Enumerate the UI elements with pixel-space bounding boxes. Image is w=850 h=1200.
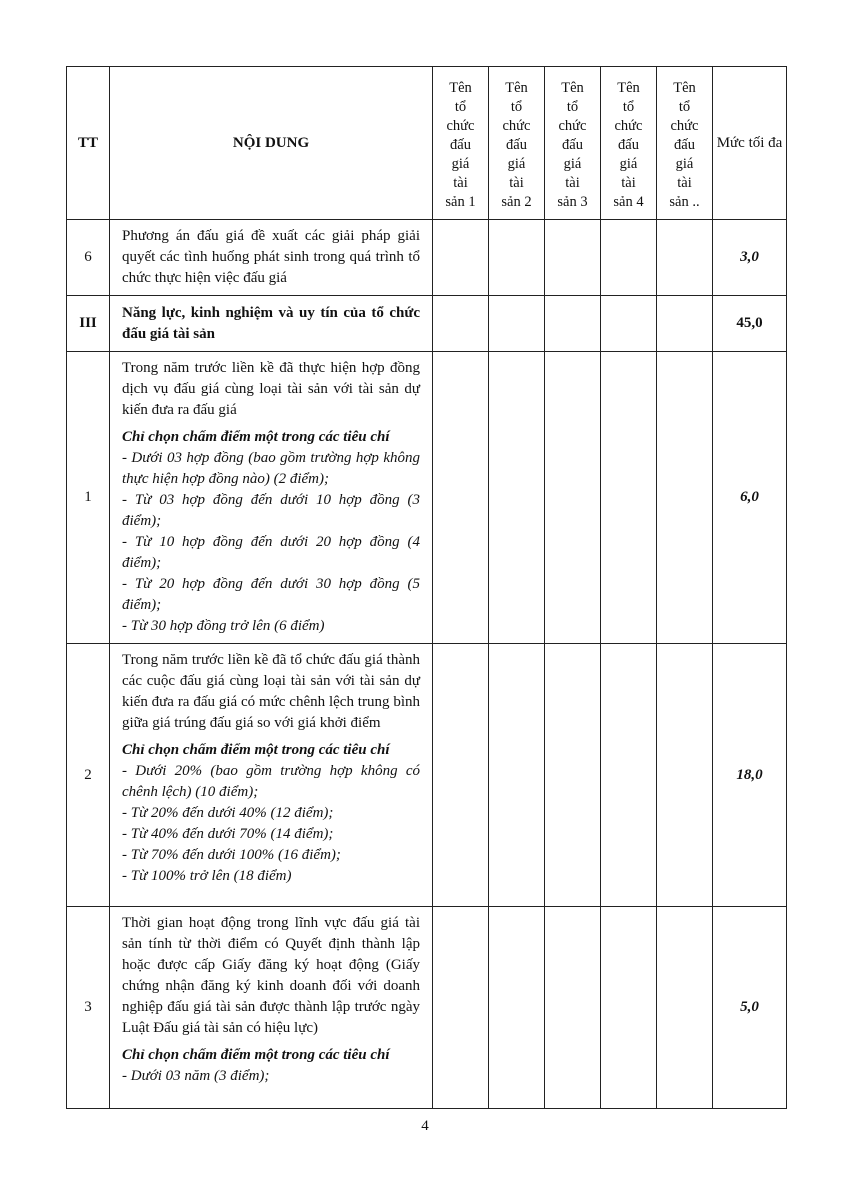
header-max-score: Mức tối đa	[713, 67, 787, 220]
criteria-title: Chỉ chọn chấm điểm một trong các tiêu chí	[122, 429, 390, 445]
section-title: Năng lực, kinh nghiệm và uy tín của tổ chức đấu giá tài sản	[122, 304, 420, 342]
org-cell	[433, 296, 489, 352]
header-org-1-line: giá	[451, 155, 470, 172]
header-org-3-line: tài	[565, 174, 580, 191]
header-org-3-line: giá	[563, 155, 582, 172]
org-cell	[545, 220, 601, 296]
row-content	[110, 220, 433, 296]
org-cell	[601, 220, 657, 296]
header-org-3	[545, 67, 601, 220]
header-org-5-line: giá	[675, 155, 694, 172]
table-row	[67, 220, 787, 296]
header-tt: TT	[67, 67, 110, 220]
header-org-3-line: chức	[558, 117, 587, 134]
header-org-5	[657, 67, 713, 220]
criteria-item: - Dưới 20% (bao gồm trường hợp không có chênh lệch) (10 điểm);	[122, 763, 420, 800]
header-content: NỘI DUNG	[110, 67, 433, 220]
header-org-4-line: sản 4	[613, 193, 644, 210]
org-cell	[545, 644, 601, 907]
header-org-5-line: chức	[670, 117, 699, 134]
header-org-1-line: sản 1	[445, 193, 476, 210]
org-cell	[433, 644, 489, 907]
row-tt: 1	[67, 352, 110, 644]
org-cell	[433, 907, 489, 1109]
header-org-5-line: tài	[677, 174, 692, 191]
row-score: 6,0	[713, 352, 787, 644]
criteria-item: - Dưới 03 năm (3 điểm);	[122, 1068, 270, 1084]
header-org-1-line: tài	[453, 174, 468, 191]
org-cell	[433, 220, 489, 296]
criteria-item: - Từ 30 hợp đồng trở lên (6 điểm)	[122, 618, 325, 634]
header-org-2-line: giá	[507, 155, 526, 172]
row-content	[110, 907, 433, 1109]
header-org-2-line: tổ	[510, 98, 523, 115]
header-org-3-line: sản 3	[557, 193, 588, 210]
row-content-text: Trong năm trước liền kề đã thực hiện hợp đồng dịch vụ đấu giá cùng loại tài sản với tài sản dự kiến đưa ra đấu giá	[122, 360, 420, 418]
org-cell	[657, 220, 713, 296]
header-org-4-line: giá	[619, 155, 638, 172]
row-tt: 2	[67, 644, 110, 907]
criteria-item: - Từ 100% trở lên (18 điểm)	[122, 868, 292, 884]
criteria-title: Chỉ chọn chấm điểm một trong các tiêu chí	[122, 742, 390, 758]
header-org-5-line: tổ	[678, 98, 691, 115]
header-org-1-line: chức	[446, 117, 475, 134]
table-row	[67, 296, 787, 352]
row-score: 45,0	[713, 296, 787, 352]
org-cell	[657, 907, 713, 1109]
row-tt: 3	[67, 907, 110, 1109]
header-org-2-line: tài	[509, 174, 524, 191]
table-row	[67, 907, 787, 1109]
org-cell	[601, 644, 657, 907]
header-org-3-line: Tên	[561, 79, 584, 96]
header-org-3-line: đấu	[562, 136, 583, 153]
row-content-text: Phương án đấu giá đề xuất các giải pháp giải quyết các tình huống phát sinh trong quá trình tổ chức thực hiện việc đấu giá	[122, 228, 420, 286]
table-row	[67, 644, 787, 907]
header-org-5-line: Tên	[673, 79, 696, 96]
header-org-2-line: đấu	[506, 136, 527, 153]
row-tt: 6	[67, 220, 110, 296]
org-cell	[489, 220, 545, 296]
row-score: 18,0	[713, 644, 787, 907]
header-org-1-line: đấu	[450, 136, 471, 153]
header-org-2-line: Tên	[505, 79, 528, 96]
row-score: 5,0	[713, 907, 787, 1109]
header-org-1-line: tổ	[454, 98, 467, 115]
scoring-table	[66, 66, 787, 1109]
header-org-4-line: chức	[614, 117, 643, 134]
org-cell	[601, 296, 657, 352]
header-org-3-line: tổ	[566, 98, 579, 115]
row-content	[110, 352, 433, 644]
criteria-title: Chỉ chọn chấm điểm một trong các tiêu chí	[122, 1047, 390, 1063]
org-cell	[489, 296, 545, 352]
header-org-4-line: tài	[621, 174, 636, 191]
org-cell	[657, 644, 713, 907]
criteria-item: - Từ 70% đến dưới 100% (16 điểm);	[122, 847, 341, 863]
row-content	[110, 296, 433, 352]
row-content-text: Thời gian hoạt động trong lĩnh vực đấu giá tài sản tính từ thời điểm có Quyết định thành lập hoặc được cấp Giấy đăng ký hoạt động (Giấy chứng nhận đăng ký kinh doanh đối với doanh nghiệp đấu giá tài sản được thành lập trước ngày Luật Đấu giá tài sản có hiệu lực)	[122, 915, 420, 1036]
header-org-1-line: Tên	[449, 79, 472, 96]
org-cell	[489, 644, 545, 907]
header-row	[67, 67, 787, 220]
header-org-5-line: sản ..	[669, 193, 700, 210]
header-org-2-line: sản 2	[501, 193, 532, 210]
header-org-4-line: tổ	[622, 98, 635, 115]
header-org-4-line: Tên	[617, 79, 640, 96]
criteria-item: - Dưới 03 hợp đồng (bao gồm trường hợp không thực hiện hợp đồng nào) (2 điểm);	[122, 450, 420, 487]
row-tt: III	[67, 296, 110, 352]
criteria-item: - Từ 20% đến dưới 40% (12 điểm);	[122, 805, 334, 821]
org-cell	[657, 352, 713, 644]
criteria-item: - Từ 10 hợp đồng đến dưới 20 hợp đồng (4 điểm);	[122, 534, 420, 571]
org-cell	[657, 296, 713, 352]
criteria-item: - Từ 40% đến dưới 70% (14 điểm);	[122, 826, 334, 842]
criteria-item: - Từ 20 hợp đồng đến dưới 30 hợp đồng (5 điểm);	[122, 576, 420, 613]
row-content	[110, 644, 433, 907]
org-cell	[545, 907, 601, 1109]
page-number: 4	[421, 1118, 429, 1134]
org-cell	[601, 907, 657, 1109]
org-cell	[489, 352, 545, 644]
row-score: 3,0	[713, 220, 787, 296]
row-content-text: Trong năm trước liền kề đã tổ chức đấu giá thành các cuộc đấu giá cùng loại tài sản với tài sản dự kiến đưa ra đấu giá có mức chênh lệch trung bình giữa giá trúng đấu giá so với giá khởi điểm	[122, 652, 420, 731]
org-cell	[489, 907, 545, 1109]
org-cell	[545, 296, 601, 352]
header-org-4	[601, 67, 657, 220]
header-org-5-line: đấu	[674, 136, 695, 153]
org-cell	[433, 352, 489, 644]
org-cell	[545, 352, 601, 644]
table-row	[67, 352, 787, 644]
header-org-4-line: đấu	[618, 136, 639, 153]
criteria-item: - Từ 03 hợp đồng đến dưới 10 hợp đồng (3 điểm);	[122, 492, 420, 529]
org-cell	[601, 352, 657, 644]
header-org-2	[489, 67, 545, 220]
header-org-2-line: chức	[502, 117, 531, 134]
header-org-1	[433, 67, 489, 220]
